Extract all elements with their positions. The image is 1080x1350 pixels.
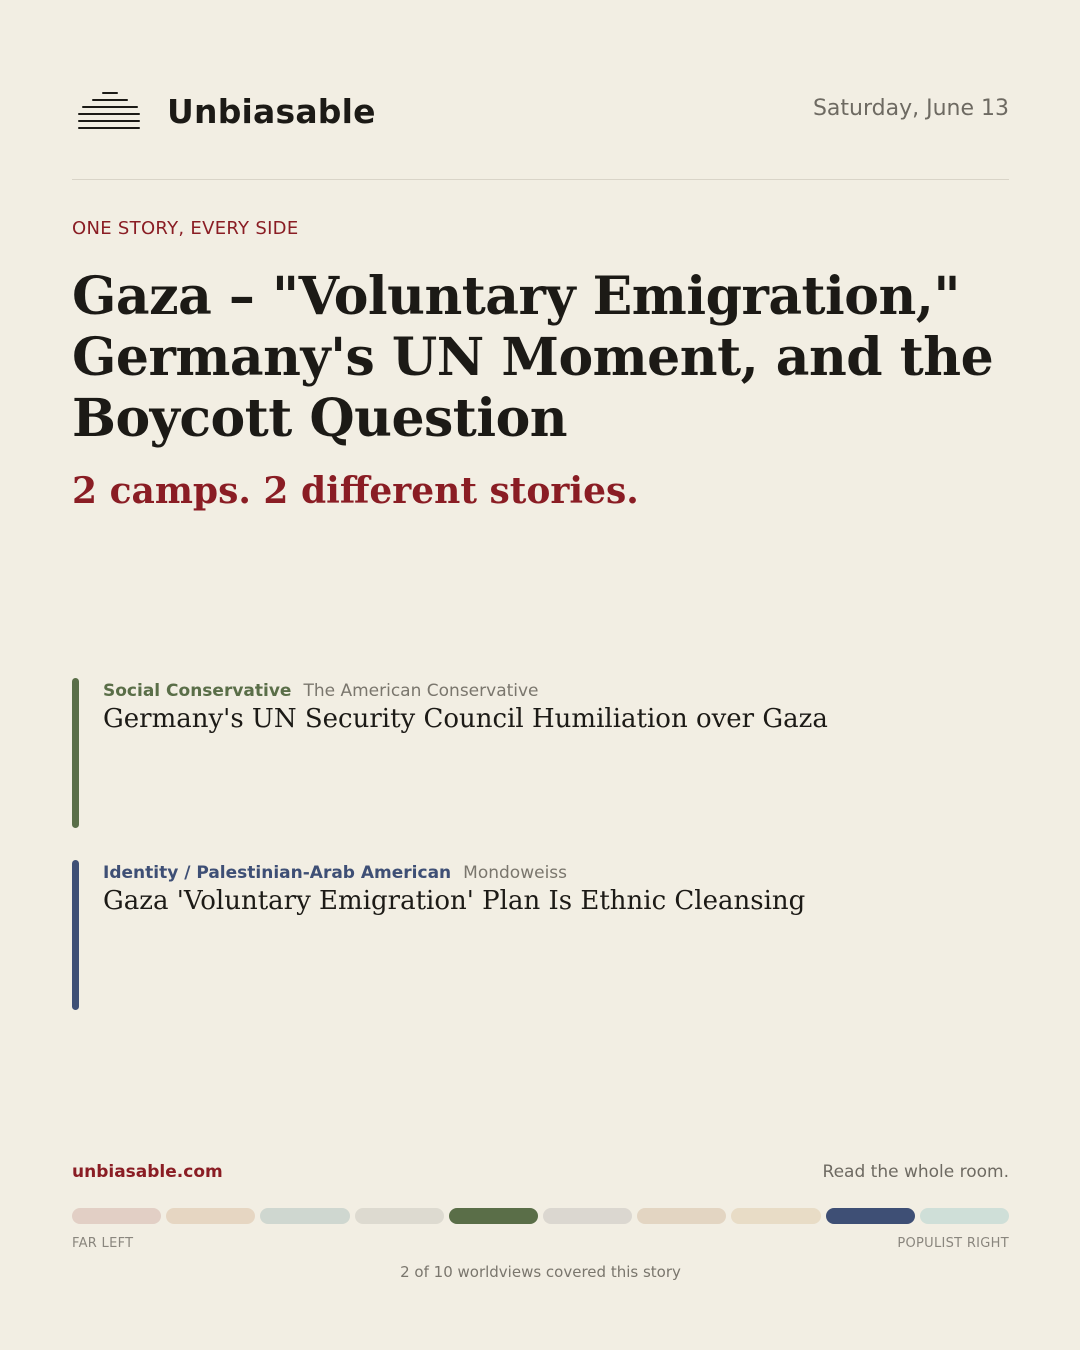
spectrum-segment <box>260 1208 349 1224</box>
source-label: Mondoweiss <box>463 863 568 883</box>
spectrum-left-label: FAR LEFT <box>72 1236 134 1251</box>
camp-color-bar <box>72 678 79 828</box>
stacked-lines-logo-icon <box>78 90 142 134</box>
page <box>72 0 1009 1350</box>
tagline: Read the whole room. <box>822 1162 1009 1182</box>
story-card[interactable] <box>72 678 1009 828</box>
date-label: Saturday, June 13 <box>812 96 1009 121</box>
site-link[interactable]: unbiasable.com <box>72 1162 223 1182</box>
coverage-note: 2 of 10 worldviews covered this story <box>400 1263 681 1281</box>
story-meta <box>103 681 539 701</box>
spectrum-segment <box>637 1208 726 1224</box>
story-title[interactable]: Gaza 'Voluntary Emigration' Plan Is Ethnic Cleansing <box>103 886 806 916</box>
spectrum-segment <box>355 1208 444 1224</box>
subhead: 2 camps. 2 different stories. <box>72 470 639 512</box>
spectrum-right-label: POPULIST RIGHT <box>897 1236 1009 1251</box>
header-divider <box>72 179 1009 180</box>
spectrum-segment <box>826 1208 915 1224</box>
spectrum-segment <box>920 1208 1009 1224</box>
camp-color-bar <box>72 860 79 1010</box>
spectrum-segment <box>731 1208 820 1224</box>
spectrum-segment <box>449 1208 538 1224</box>
camp-label: Social Conservative <box>103 681 292 701</box>
story-title[interactable]: Germany's UN Security Council Humiliation over Gaza <box>103 704 828 734</box>
worldview-spectrum <box>72 1208 1009 1224</box>
spectrum-segment <box>166 1208 255 1224</box>
story-card[interactable] <box>72 860 1009 1010</box>
brand-name[interactable]: Unbiasable <box>167 92 376 131</box>
header <box>72 86 1009 142</box>
spectrum-segment <box>72 1208 161 1224</box>
camp-label: Identity / Palestinian-Arab American <box>103 863 452 883</box>
kicker: ONE STORY, EVERY SIDE <box>72 218 299 239</box>
source-label: The American Conservative <box>303 681 539 701</box>
headline: Gaza – "Voluntary Emigration," Germany's UN Moment, and the Boycott Question <box>72 266 994 449</box>
story-meta <box>103 863 567 883</box>
spectrum-segment <box>543 1208 632 1224</box>
